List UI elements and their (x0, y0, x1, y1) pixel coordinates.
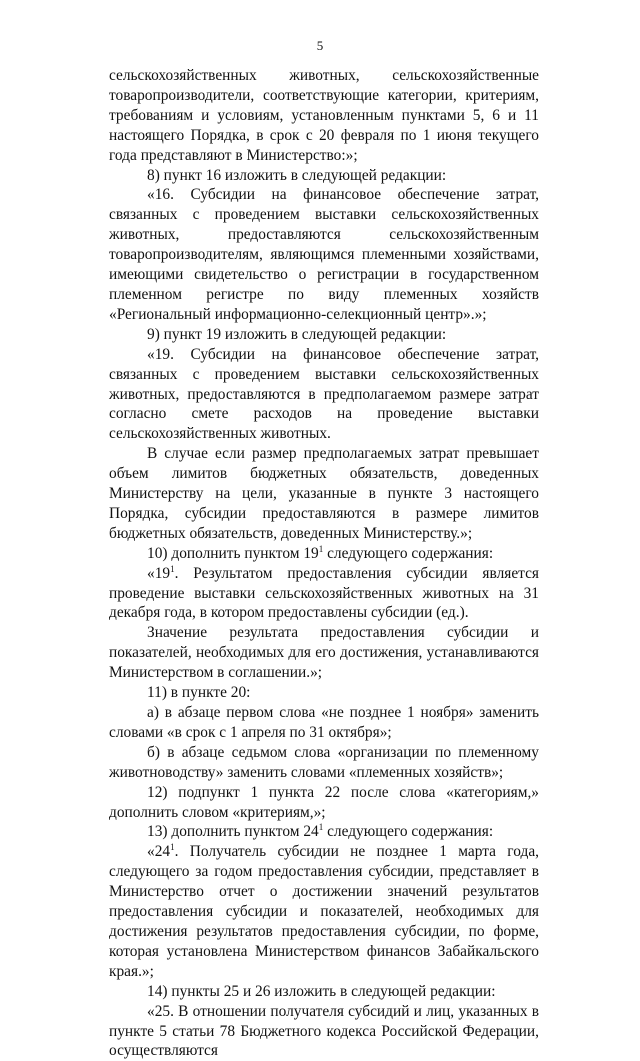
paragraph-13: 12) подпункт 1 пункта 22 после слова «категориям,» дополнить словом «критериям,»; (109, 783, 539, 821)
paragraph-6: В случае если размер предполагаемых затрат превышает объем лимитов бюджетных обязательств, доведенных Министерству на цели, указанные в пункте 3 настоящего Порядка, субсидии предоставляются в размере лимитов бюджетных обязательств, доведенных Министерству.»; (109, 445, 539, 542)
paragraph-16: 14) пункты 25 и 26 изложить в следующей редакции: (147, 982, 496, 1000)
superscript: 1 (318, 543, 324, 554)
paragraph-2: 8) пункт 16 изложить в следующей редакции: (147, 166, 447, 184)
paragraph-14 (109, 822, 539, 842)
paragraph-9: Значение результата предоставления субсидии и показателей, необходимых для его достижения, устанавливаются Министерством в соглашении.»; (109, 624, 539, 682)
text-segment: «24 (147, 843, 171, 861)
text-segment: 10) дополнить пунктом 19 (147, 544, 319, 562)
page-number: 5 (316, 38, 324, 53)
paragraph-12: б) в абзаце седьмом слова «организации по племенному животноводству» заменить словами «племенных хозяйств»; (109, 743, 539, 781)
superscript: 1 (170, 563, 175, 574)
paragraph-11: а) в абзаце первом слова «не позднее 1 ноября» заменить словами «в срок с 1 апреля по 31 октября»; (109, 704, 539, 741)
text-segment: следующего содержания: (323, 544, 494, 562)
paragraph-7 (109, 544, 539, 564)
paragraph-8 (109, 564, 539, 624)
document-body (109, 66, 539, 1061)
text-segment: следующего содержания: (323, 823, 494, 841)
superscript: 1 (170, 842, 175, 853)
paragraph-5: «19. Субсидии на финансовое обеспечение затрат, связанных с проведением выставки сельскохозяйственных животных, предоставляются в предполагаемом размере затрат согласно смете расходов на проведение выставки сельскохозяйственных животных. (109, 345, 539, 443)
paragraph-4: 9) пункт 19 изложить в следующей редакции: (147, 325, 447, 343)
paragraph-17: «25. В отношении получателя субсидий и лиц, указанных в пункте 5 статьи 78 Бюджетного кодекса Российской Федерации, осуществляются (109, 1002, 539, 1060)
text-segment: . Получатель субсидии не позднее 1 марта года, следующего за годом предоставления субсидии, представляет в Министерство отчет о достижении значений результатов предоставления субсидии и показателей, необходимых для достижения результатов предоставления субсидии, по форме, которая установлена Министерством финансов Забайкальского края.»; (109, 843, 539, 980)
paragraph-3: «16. Субсидии на финансовое обеспечение затрат, связанных с проведением выставки сельскохозяйственных животных, предоставляются сельскохозяйственным товаропроизводителям, являющимся племенными хозяйствами, имеющими свидетельство о регистрации в государственном племенном регистре по виду племенных хозяйств «Региональный информационно-селекционный центр».»; (109, 186, 539, 323)
paragraph-1: сельскохозяйственных животных, сельскохозяйственные товаропроизводители, соответствующие категории, критериям, требованиям и условиям, установленным пунктами 5, 6 и 11 настоящего Порядка, в срок с 20 февраля по 1 июня текущего года представляют в Министерство:»; (109, 67, 539, 164)
text-segment: «19 (147, 564, 171, 582)
text-segment: . Результатом предоставления субсидии является проведение выставки сельскохозяйственных животных на 31 декабря года, в котором предоставлены субсидии (ед.). (109, 564, 539, 622)
paragraph-15 (109, 842, 539, 981)
text-segment: 13) дополнить пунктом 24 (147, 823, 319, 841)
paragraph-10: 11) в пункте 20: (147, 684, 251, 702)
superscript: 1 (318, 822, 324, 833)
